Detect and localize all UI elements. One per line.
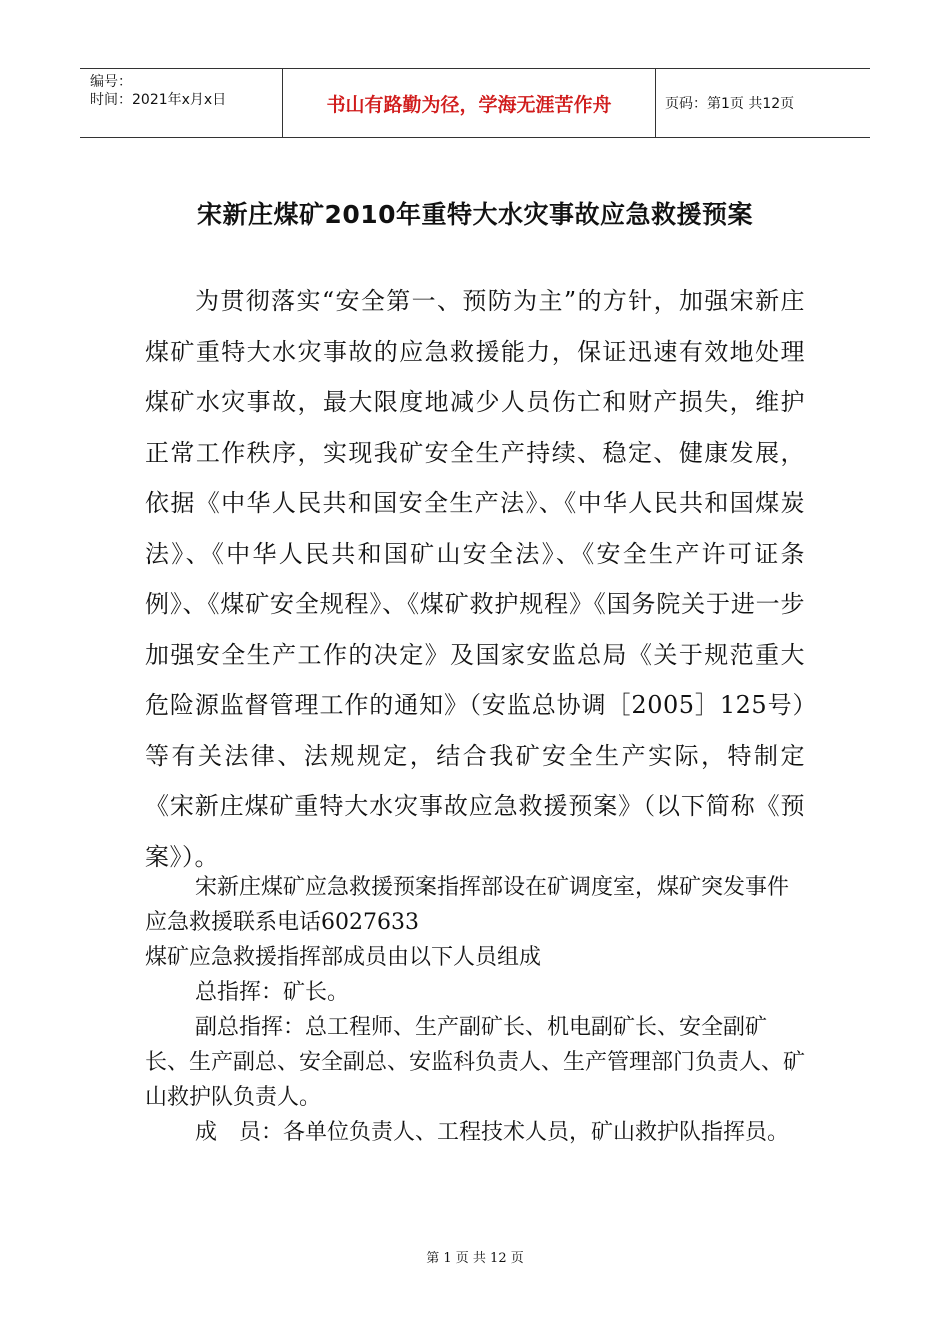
intro-paragraph: 为贯彻落实“安全第一、预防为主”的方针，加强宋新庄煤矿重特大水灾事故的应急救援能力，保证迅速有效地处理煤矿水灾事故，最大限度地减少人员伤亡和财产损失，维护正常工作秩序，实现我矿安全生产持续、稳定、健康发展，依据《中华人民共和国安全生产法》、《中华人民共和国煤炭法》、《中华人民共和国矿山安全法》、《安全生产许可证条例》、《煤矿安全规程》、《煤矿救护规程》《国务院关于进一步加强安全生产工作的决定》及国家安监总局《关于规范重大危险源监督管理工作的通知》（安监总协调［2005］125号）等有关法律、法规规定，结合我矿安全生产实际，特制定《宋新庄煤矿重特大水灾事故应急救援预案》（以下简称《预案》）。 (145, 287, 805, 871)
command-location-paragraph: 宋新庄煤矿应急救援预案指挥部设在矿调度室，煤矿突发事件应急救援联系电话6027633 (145, 875, 790, 935)
deputy-commander-paragraph: 副总指挥：总工程师、生产副矿长、机电副矿长、安全副矿长、生产副总、安全副总、安监科负责人、生产管理部门负责人、矿山救护队负责人。 (145, 1015, 806, 1110)
document-title: 宋新庄煤矿2010年重特大水灾事故应急救援预案 (196, 200, 754, 229)
header-motto: 书山有路勤为径，学海无涯苦作舟 (283, 69, 656, 137)
header-meta-cell (80, 69, 283, 137)
time-label: 时间：2021年x月x日 (90, 92, 227, 108)
number-label: 编号： (90, 74, 132, 90)
page-footer: 第 1 页 共 12 页 (426, 1251, 524, 1266)
document-header (80, 68, 870, 138)
header-page-info: 页码：第1页 共12页 (665, 96, 795, 112)
members-paragraph: 成 员：各单位负责人、工程技术人员，矿山救护队指挥员。 (195, 1120, 790, 1145)
members-intro-paragraph: 煤矿应急救援指挥部成员由以下人员组成 (145, 945, 542, 970)
organization-section (145, 870, 805, 1150)
commander-line: 总指挥：矿长。 (195, 980, 350, 1005)
